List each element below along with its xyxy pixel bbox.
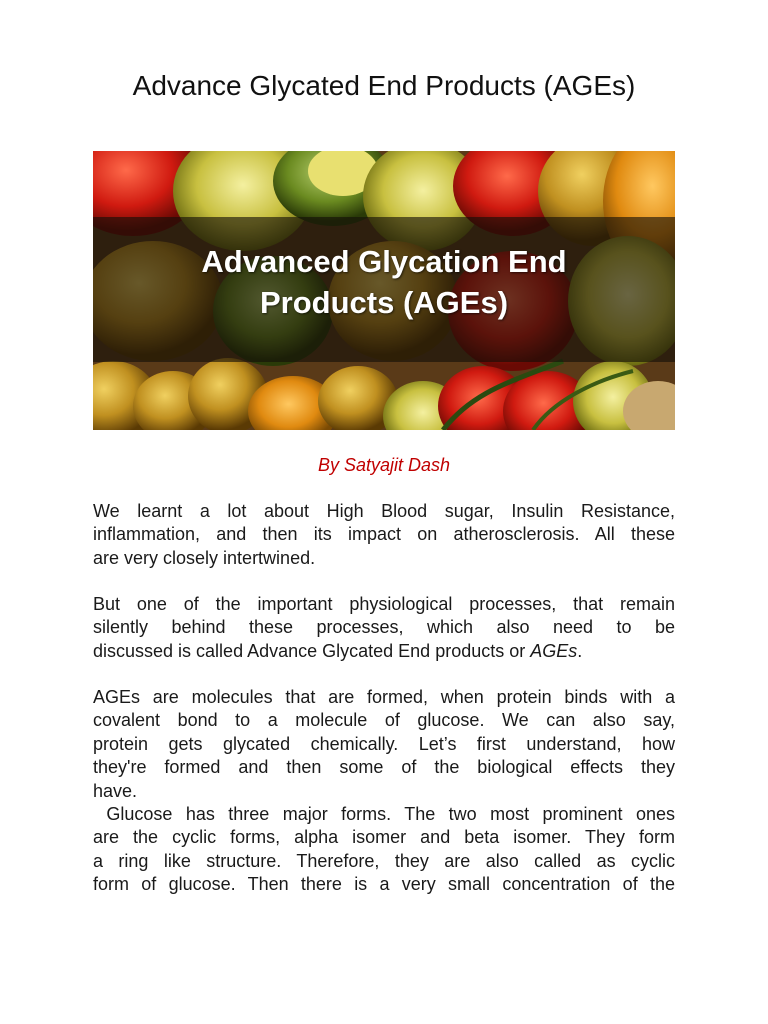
paragraph-line: a ring like structure. Therefore, they are also called as cyclic [93,850,675,871]
paragraph-4 [93,803,675,897]
paragraph-line: protein gets glycated chemically. Let’s first understand, how [93,733,675,754]
paragraph-line: But one of the important physiological processes, that remain [93,594,675,614]
paragraph-text: . [577,640,583,661]
document-title: Advance Glycated End Products (AGEs) [132,70,636,101]
hero-image [93,151,675,430]
paragraph-line: form of glucose. Then there is a very small concentration of the [93,874,675,895]
paragraph-line: they're formed and then some of the biological effects they [93,757,675,778]
paragraph-line: are very closely intertwined. [93,547,316,568]
hero-heading-line2: Products (AGEs) [259,285,509,320]
paragraph-line: Glucose has three major forms. The two most prominent ones [93,804,675,824]
paragraph-line: AGEs are molecules that are formed, when protein binds with a [93,687,675,707]
paragraph-line: silently behind these processes, which also need to be [93,617,675,638]
hero-heading-line1: Advanced Glycation End [201,244,567,279]
paragraph-line: covalent bond to a molecule of glucose. We can also say, [93,710,675,731]
paragraph-line [93,640,675,663]
paragraph-3 [93,686,675,803]
author-byline: By Satyajit Dash [317,455,451,475]
hero-heading [93,241,675,323]
ages-term: AGEs [530,640,578,661]
paragraph-2 [93,593,675,663]
paragraph-line: We learnt a lot about High Blood sugar, Insulin Resistance, [93,501,675,521]
paragraph-line: are the cyclic forms, alpha isomer and beta isomer. They form [93,827,675,848]
paragraph-line: have. [93,780,138,801]
paragraph-text: discussed is called Advance Glycated End products or [93,640,531,661]
paragraph-line: inflammation, and then its impact on atherosclerosis. All these [93,524,675,545]
paragraph-1 [93,500,675,570]
